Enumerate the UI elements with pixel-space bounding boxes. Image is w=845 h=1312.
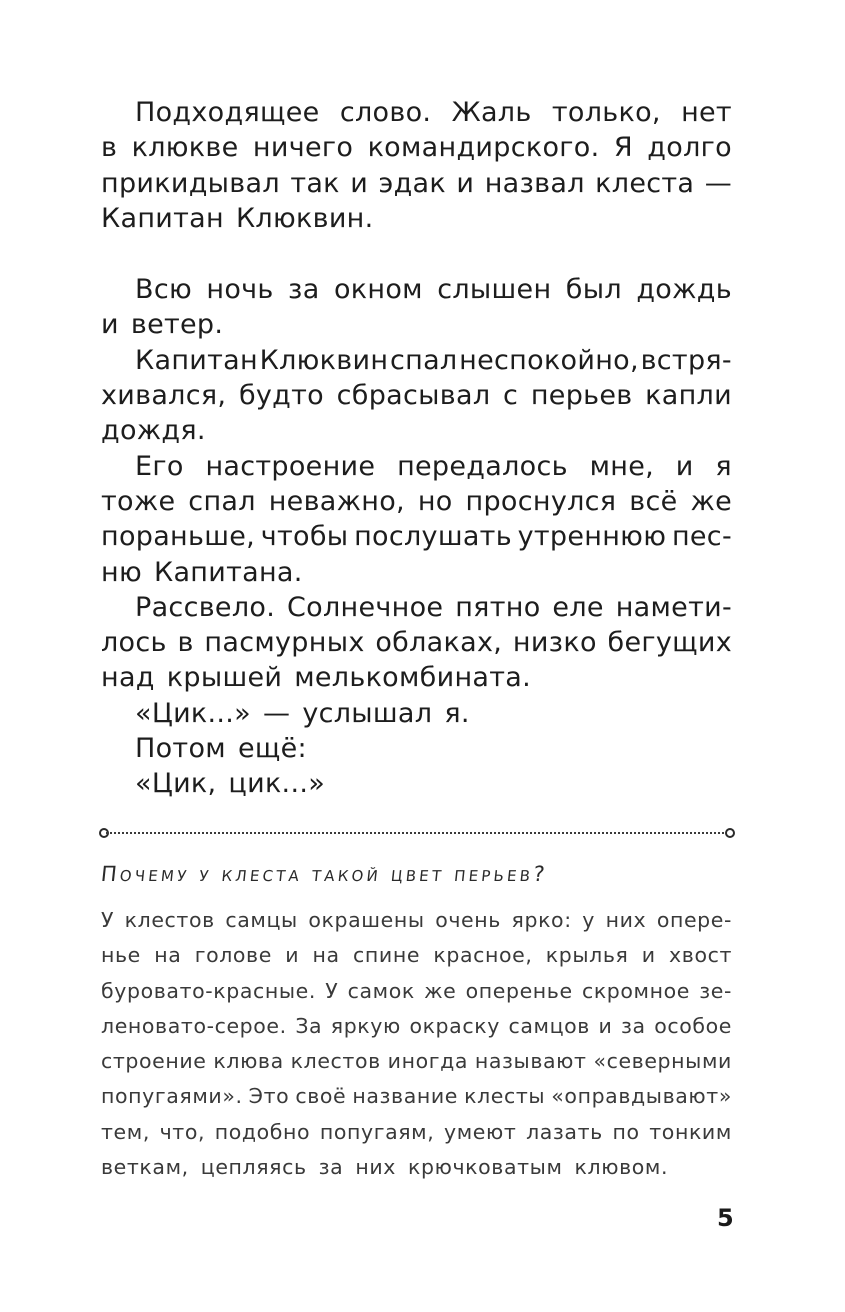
word: попугаями».	[101, 1084, 243, 1109]
word: послушать	[354, 521, 512, 553]
story-line	[101, 555, 732, 590]
word: нье	[101, 943, 141, 968]
word: спал	[188, 485, 256, 517]
word: за	[288, 274, 320, 306]
word: хвост	[669, 943, 732, 968]
word: Рассвело.	[135, 591, 276, 623]
word: пасмурных	[204, 627, 365, 659]
word: Всю	[135, 274, 192, 306]
word: ню	[101, 556, 142, 588]
word: тонким	[649, 1119, 732, 1144]
divider-ring-icon	[725, 828, 735, 838]
word: У	[101, 908, 115, 932]
word: умеют	[444, 1119, 517, 1144]
word: самцов	[508, 1013, 590, 1038]
word: особое	[654, 1013, 732, 1038]
word: леновато-серое.	[101, 1013, 287, 1038]
word: тем,	[101, 1119, 150, 1144]
word: опере-	[656, 908, 732, 932]
word: клювом.	[574, 1155, 669, 1180]
word: неспокойно,	[459, 344, 639, 376]
word: так	[290, 167, 340, 199]
word: сбрасывал	[336, 380, 491, 412]
word: них	[355, 1155, 396, 1180]
word: за	[620, 1013, 646, 1038]
word: окраску	[409, 1013, 500, 1038]
word: клесты	[464, 1084, 546, 1109]
word: «Цик...»	[135, 697, 252, 729]
word: буровато-красные.	[101, 978, 316, 1003]
story-line	[101, 625, 732, 660]
word: пес-	[671, 521, 732, 553]
word: яркую	[330, 1013, 401, 1038]
word: веткам,	[101, 1155, 189, 1180]
word: эдак	[378, 167, 447, 199]
word: настроение	[205, 450, 376, 482]
word: попугаям,	[319, 1119, 435, 1144]
info-box-text	[101, 903, 732, 1185]
word: клюва	[213, 1049, 284, 1074]
word: и	[675, 450, 694, 482]
word: и	[641, 943, 656, 968]
word: на	[312, 943, 340, 968]
word: намети-	[615, 591, 732, 623]
word: еле	[552, 591, 604, 623]
word: «оправдывают»	[551, 1084, 732, 1109]
story-line	[101, 731, 732, 766]
word: —	[704, 167, 732, 199]
word: иногда	[387, 1049, 469, 1074]
word: клестов	[290, 1049, 381, 1074]
word: слышен	[437, 274, 552, 306]
word: был	[565, 274, 622, 306]
word: долго	[647, 132, 732, 164]
story-text	[101, 95, 732, 802]
word: Жаль	[451, 97, 532, 128]
word: красное,	[433, 943, 533, 968]
word: ещё:	[237, 733, 307, 765]
word: самцы	[225, 908, 298, 932]
info-heading: Почему у клеста такой цвет перьев?	[99, 862, 550, 886]
word: бегущих	[607, 627, 732, 659]
word: клестов	[124, 908, 215, 932]
word: ничего	[252, 132, 354, 164]
word: только,	[551, 97, 661, 128]
word: но	[417, 485, 453, 517]
story-line	[101, 590, 732, 625]
word: строение	[101, 1049, 207, 1074]
word: самок	[347, 978, 415, 1003]
word: Его	[135, 450, 184, 482]
word: и	[285, 943, 300, 968]
word: услышал	[302, 697, 433, 729]
word: Я	[613, 132, 633, 164]
word: с	[503, 380, 519, 412]
word: окном	[333, 274, 423, 306]
word: называют	[474, 1049, 587, 1074]
story-line	[101, 130, 732, 165]
section-divider	[99, 828, 735, 838]
page-number: 5	[717, 1204, 734, 1232]
word: над	[101, 662, 155, 694]
word: неважно,	[268, 485, 405, 517]
info-line	[101, 1079, 732, 1114]
story-line	[101, 766, 732, 801]
word: всё	[629, 485, 678, 517]
word: низко	[512, 627, 597, 659]
story-line	[101, 201, 732, 236]
word: встря-	[640, 344, 732, 376]
word: крючковатым	[408, 1155, 563, 1180]
word: своё	[295, 1084, 347, 1109]
word: нет	[681, 97, 732, 128]
word: крышей	[166, 662, 283, 694]
word: я.	[444, 697, 470, 729]
word: пятно	[455, 591, 541, 623]
story-line	[101, 413, 732, 448]
word: на	[154, 943, 182, 968]
story-line	[101, 519, 732, 554]
story-line	[101, 343, 732, 378]
word: и	[350, 167, 369, 199]
word: же	[690, 485, 732, 517]
word: утреннюю	[517, 521, 667, 553]
word: зе-	[699, 978, 732, 1003]
word: очень	[435, 908, 501, 932]
story-line	[101, 307, 732, 342]
dotted-rule	[106, 832, 728, 834]
word: У	[325, 978, 339, 1003]
word: окрашены	[308, 908, 425, 932]
word: них	[605, 908, 647, 932]
word: название	[352, 1084, 459, 1109]
word: —	[263, 697, 291, 729]
word: командирского.	[367, 132, 600, 164]
word: Капитана.	[153, 556, 303, 588]
word: Потом	[135, 733, 226, 765]
word: мелькомбината.	[294, 662, 532, 694]
story-line	[101, 95, 732, 130]
word: у	[582, 908, 596, 932]
word: назвал	[484, 167, 585, 199]
word: оперенье	[465, 978, 573, 1003]
word: подобно	[214, 1119, 311, 1144]
word: Подходящее	[135, 97, 320, 128]
word: цепляясь	[200, 1155, 307, 1180]
word: Это	[248, 1084, 290, 1109]
word: что,	[159, 1119, 206, 1144]
word: «северными	[593, 1049, 732, 1074]
word: Капитан	[135, 344, 258, 376]
word: же	[424, 978, 457, 1003]
word: и	[456, 167, 475, 199]
word: Клюквин	[259, 344, 389, 376]
story-line	[101, 449, 732, 484]
word: лось	[101, 627, 167, 659]
word: ярко:	[511, 908, 572, 932]
word: клюкве	[131, 132, 239, 164]
word: проснулся	[465, 485, 617, 517]
info-line	[101, 1150, 732, 1185]
word: я	[715, 450, 732, 482]
word: крылья	[545, 943, 629, 968]
word: цик...»	[228, 768, 326, 800]
info-line	[101, 1009, 732, 1044]
story-line	[101, 378, 732, 413]
info-line	[101, 938, 732, 973]
word: лазать	[526, 1119, 603, 1144]
word: слово.	[339, 97, 432, 128]
word: тоже	[101, 485, 176, 517]
word: спал	[389, 344, 458, 376]
word: Капитан	[101, 202, 224, 234]
word: за	[318, 1155, 344, 1180]
info-line	[101, 903, 732, 938]
word: ночь	[206, 274, 274, 306]
story-line	[101, 660, 732, 695]
word: За	[295, 1013, 323, 1038]
word: прикидывал	[101, 167, 280, 199]
word: пораньше,	[101, 521, 256, 553]
word: облаках,	[375, 627, 503, 659]
word: и	[101, 309, 119, 341]
word: мне,	[589, 450, 655, 482]
word: «Цик,	[135, 768, 217, 800]
story-line	[101, 272, 732, 307]
word: Клюквин.	[235, 202, 374, 234]
word: ветер.	[130, 309, 224, 341]
word: Солнечное	[287, 591, 444, 623]
info-line	[101, 1115, 732, 1150]
story-line	[101, 696, 732, 731]
word: чтобы	[260, 521, 349, 553]
word: по	[612, 1119, 640, 1144]
word: хивался,	[101, 380, 227, 412]
word: в	[177, 627, 194, 659]
word: перьев	[530, 380, 633, 412]
word: в	[101, 132, 118, 164]
word: капли	[645, 380, 732, 412]
story-line	[101, 484, 732, 519]
info-line	[101, 1044, 732, 1079]
word: спине	[353, 943, 421, 968]
story-line	[101, 166, 732, 201]
word: передалось	[397, 450, 568, 482]
word: голове	[194, 943, 272, 968]
word: и	[598, 1013, 613, 1038]
word: будто	[238, 380, 324, 412]
word: дождя.	[101, 415, 206, 447]
word: клеста	[595, 167, 695, 199]
word: дождь	[636, 274, 732, 306]
word: скромное	[581, 978, 690, 1003]
info-line	[101, 974, 732, 1009]
